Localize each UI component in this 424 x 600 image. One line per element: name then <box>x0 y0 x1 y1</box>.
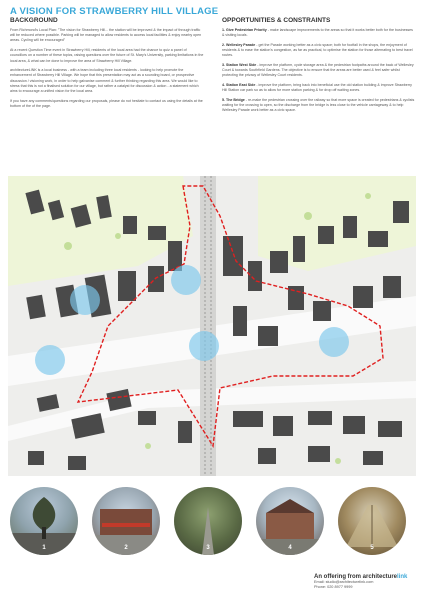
footer-email[interactable]: Email: studio@architecturelink.com <box>314 580 374 584</box>
opportunity-text: - re-make the pedestrian crossing over the railway so that more space is created for pedestrians & cyclists waiting for the crossing to open, so the discharge from the bridge is less close to the vehicle carriageway & to help Wellesley Parade work better as a civic space. <box>222 98 415 113</box>
tagline-prefix: An offering from architecture <box>314 574 398 580</box>
opportunity-item-5 <box>222 98 416 114</box>
photo-number: 3 <box>206 545 210 551</box>
background-paragraph-1: From Richmond's Local Plan: "The vision for Strawberry Hill... the station will be improved & the impact of through traffic will be reduced where possible. Parking will be managed to allow residents to access local facilities & enjoy nearby open areas. Cycling will be encouraged" <box>10 28 202 43</box>
footer-phone[interactable]: Phone: 020 8977 9999 <box>314 584 353 589</box>
photo-number: 4 <box>288 545 292 551</box>
background-text <box>10 28 204 114</box>
photo-number: 2 <box>124 545 128 551</box>
opportunity-text: - get the Parade working better as a civic space; both for footfall in the shops, the enjoyment of residents & to ease the station's congestion, as far as practical, to optimise the station for those alternating to best travel routes. <box>222 42 413 58</box>
opportunity-label: 4. Station East Side <box>222 83 256 88</box>
site-plan-drawing <box>8 176 416 476</box>
opportunities-list <box>222 28 416 118</box>
opportunity-text: - improve the platform, bring back into beneficial use the old station building & improve Strawberry Hill Station car park so as to allow for more station parking & for drop off waiting zones. <box>222 83 412 93</box>
photo-5 <box>338 487 406 555</box>
opportunities-heading: OPPORTUNITIES & CONSTRAINTS <box>222 17 331 24</box>
tagline-brand: link <box>397 574 408 580</box>
opportunity-item-4 <box>222 83 416 93</box>
photo-number: 5 <box>370 545 374 551</box>
background-paragraph-3: architectureLINK is a local business - with a team including three local residents - looking to help promote the enhancement of Strawberry Hill Village. We hope that this presentation may act as a sounding board, or prospective discussion / visioning work, in order to help galvanise comment & further thinking regarding this area. We would like to stress that this is not a finalised solution for our village, but rather a catalyst for discussion & action - a statement which aims to encourage a unified vision for the local area. <box>10 68 199 94</box>
railway <box>200 176 216 476</box>
highlight-zone-5 <box>35 345 65 375</box>
footer <box>314 574 407 589</box>
opportunity-label: 3. Station West Side <box>222 63 257 68</box>
background-paragraph-2: At a recent Question Time event in Strawberry Hill, residents of the local area had the chance to quiz a panel of councillors on a number of these topics, raising questions over the future of St. Mary's University, parking limitations in the local area, & what can be done to improve the area of Strawberry Hill Village. <box>10 48 204 63</box>
opportunity-text: - make landscape improvements to the areas so that it works better both for the businesses & visiting locals. <box>222 28 413 38</box>
opportunity-item-3 <box>222 63 416 79</box>
site-plan-map <box>8 176 416 476</box>
photo-1 <box>10 487 78 555</box>
opportunity-label: 5. The Bridge <box>222 98 245 103</box>
photo-4 <box>256 487 324 555</box>
photo-2 <box>92 487 160 555</box>
background-paragraph-4: If you have any comments/questions regarding our proposals, please do not hesitate to contact us using the details at the bottom of the of the page. <box>10 98 203 108</box>
photo-3 <box>174 487 242 555</box>
highlight-zone-1 <box>171 265 201 295</box>
highlight-zone-4 <box>319 327 349 357</box>
opportunity-label: 1. Give Pedestrian Priority <box>222 28 267 32</box>
opportunity-text: - improve the platform, cycle storage area & the pedestrian footpaths around the back of Wellesley Court & towards Southfield Gardens. The objective is to ensure that the areas are better used & feel safer whilst protecting the privacy of Wellesley Court residents. <box>222 63 414 78</box>
opportunity-label: 2. Wellesley Parade <box>222 42 256 47</box>
opportunity-item-1 <box>222 28 416 38</box>
background-heading: BACKGROUND <box>10 17 58 24</box>
opportunity-item-2 <box>222 43 416 59</box>
page-title: A VISION FOR STRAWBERRY HILL VILLAGE <box>10 6 219 17</box>
highlight-zone-2 <box>70 285 100 315</box>
photo-number: 1 <box>42 545 46 551</box>
highlight-zone-3 <box>189 331 219 361</box>
